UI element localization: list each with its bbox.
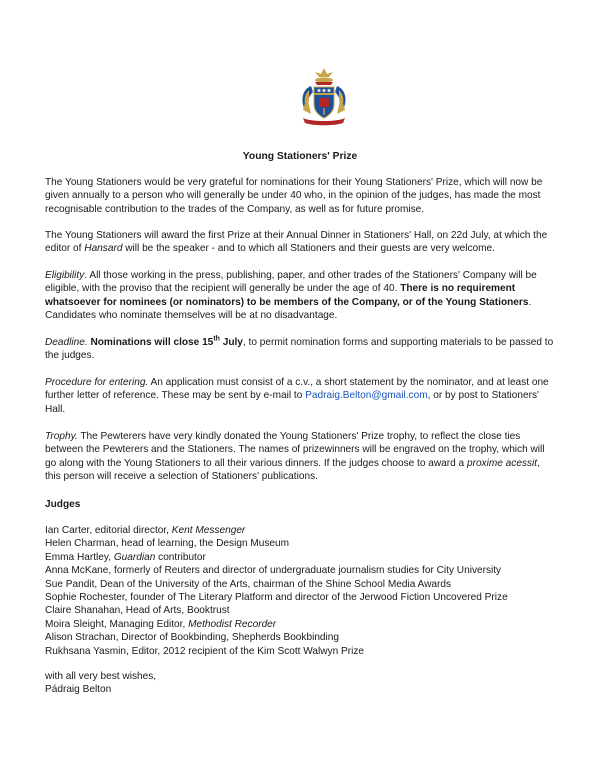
signature-name: Pádraig Belton (45, 684, 112, 696)
closing-block (45, 670, 156, 697)
judge-item (45, 604, 557, 617)
judge-item (45, 551, 557, 564)
award-text-end: will be the speaker - and to which all Stationers and their guests are very welcome. (122, 243, 495, 255)
judge-text: Anna McKane, formerly of Reuters and director of undergraduate journalism studies for City University (45, 565, 502, 577)
page-title: Young Stationers' Prize (242, 151, 358, 162)
judge-item (45, 578, 557, 591)
trophy-text-start: The Pewterers have very kindly donated the Young Stationers' Prize trophy, to reflect the close ties between the Pewterers and the Stationers. The names of prizewinners will be engraved on the trophy, which will go along with the Young Stationers to all their various dinners. If the judges choose to award a (45, 431, 545, 469)
judge-text: Moira Sleight, Managing Editor, (45, 618, 189, 630)
judge-publication: Methodist Recorder (188, 618, 277, 630)
judges-heading: Judges (45, 499, 81, 510)
judge-publication: Guardian (113, 551, 156, 563)
judge-item (45, 618, 557, 631)
award-paragraph (45, 229, 557, 256)
judges-list (45, 524, 557, 658)
eligibility-text-start: . All those working in the press, publishing, paper, and other trades of the Stationers' Company will be eligible, with the proviso that the recipient will generally be under the age of 40. (45, 270, 537, 295)
judge-text: Helen Charman, head of learning, the Design Museum (45, 538, 290, 550)
intro-paragraph (45, 176, 557, 216)
trophy-label: Trophy. (45, 431, 78, 442)
award-text-start: The Young Stationers will award the first Prize at their Annual Dinner in Stationers' Hall, on 22d July, at which the editor of (45, 230, 548, 255)
judge-text: Ian Carter, editorial director, (45, 525, 172, 536)
deadline-paragraph (45, 336, 557, 363)
judge-item (45, 537, 557, 550)
email-link[interactable]: Padraig.Belton@gmail.com (305, 390, 428, 402)
procedure-text-start: An application must consist of a c.v., a short statement by the nominator, and at least one further letter of reference. These may be sent by e-mail to (45, 377, 549, 402)
eligibility-text-end: . Candidates who nominate themselves will be at no disadvantage. (45, 296, 532, 322)
judge-text: Sophie Rochester, founder of The Literary Platform and director of the Jerwood Fiction Uncovered Prize (45, 591, 508, 603)
judge-text: Emma Hartley, (45, 551, 114, 563)
judge-text: Rukhsana Yasmin, Editor, 2012 recipient of the Kim Scott Walwyn Prize (45, 645, 365, 657)
judge-item (45, 564, 557, 577)
deadline-bold-end: July (219, 337, 243, 348)
deadline-bold-start: Nominations will close 15 (87, 337, 214, 348)
coat-of-arms-icon (297, 66, 351, 126)
trophy-paragraph (45, 430, 557, 484)
judge-item (45, 645, 557, 658)
judge-item (45, 631, 557, 644)
intro-text: The Young Stationers would be very grateful for nominations for their Young Stationers' Prize, which will now be given annually to a person who will generally be under 40 who, in the opinion of the judges, has made the most recognisable contribution to the trades of the Company, as well as for future promise. (45, 177, 543, 215)
procedure-paragraph (45, 376, 557, 416)
deadline-label: Deadline. (45, 337, 88, 348)
closing-salutation: with all very best wishes, (45, 671, 157, 682)
hansard-title: Hansard (84, 243, 123, 255)
proxime-acessit-term: proxime acessit (466, 457, 538, 469)
judge-item (45, 591, 557, 604)
trophy-text-end: , this person will receive a selection of Stationers' publications. (45, 457, 540, 483)
deadline-ordinal: th (213, 335, 220, 343)
judge-item (45, 524, 557, 537)
eligibility-label: Eligibility (45, 270, 85, 281)
procedure-label: Procedure for entering. (45, 377, 149, 388)
judge-text: Sue Pandit, Dean of the University of the Arts, chairman of the Shine School Media Awards (45, 578, 452, 590)
eligibility-paragraph (45, 269, 557, 323)
judge-text-after: contributor (155, 551, 206, 563)
eligibility-emphasis: There is no requirement whatsoever for nominees (or nominators) to be members of the Company, or of the Young Stationers (45, 283, 529, 308)
judge-publication: Kent Messenger (171, 525, 246, 536)
procedure-text-end: , or by post to Stationers' Hall. (45, 390, 539, 415)
deadline-emphasis (88, 337, 243, 348)
judge-text: Alison Strachan, Director of Bookbinding, Shepherds Bookbinding (45, 632, 340, 644)
judge-text: Claire Shanahan, Head of Arts, Booktrust (45, 605, 230, 617)
deadline-text: , to permit nomination forms and supporting materials to be passed to the judges. (45, 337, 554, 362)
